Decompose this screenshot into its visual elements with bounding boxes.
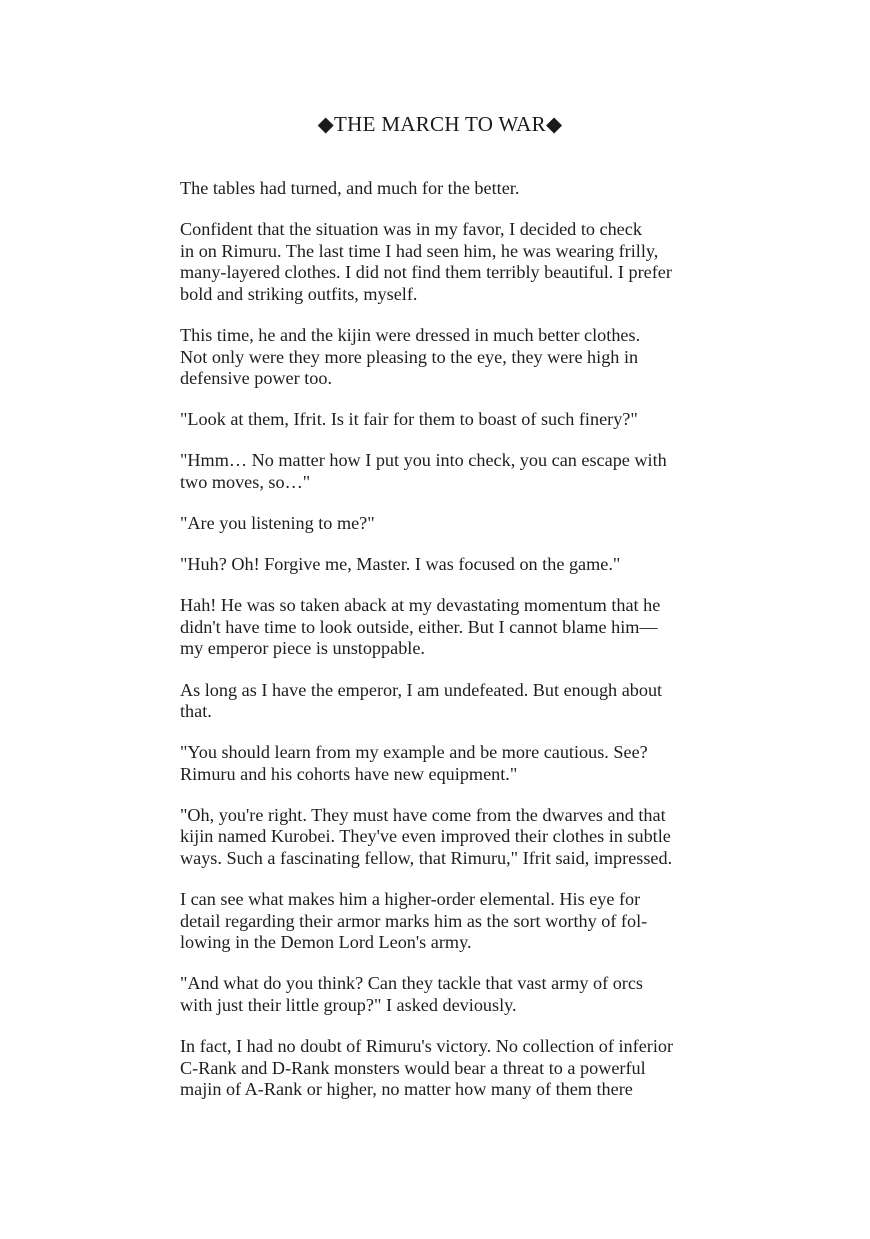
paragraph: As long as I have the emperor, I am undefeated. But enough about that.	[180, 679, 663, 722]
paragraph: "Hmm… No matter how I put you into check, you can escape with two moves, so…"	[180, 450, 667, 492]
chapter-title: ◆THE MARCH TO WAR◆	[317, 112, 563, 136]
paragraph: In fact, I had no doubt of Rimuru's victory. No collection of inferior C-Rank and D-Rank monsters would bear a threat to a powerful majin of A-Rank or higher, no matter how many of them there	[180, 1036, 674, 1100]
paragraph: "You should learn from my example and be more cautious. See? Rimuru and his cohorts have new equipment."	[180, 742, 648, 784]
paragraph: Confident that the situation was in my favor, I decided to check in on Rimuru. The last time I had seen him, he was wearing frilly, many-layered clothes. I did not find them terribly beautiful. I prefer bold and striking outfits, myself.	[180, 219, 672, 304]
paragraph: "Huh? Oh! Forgive me, Master. I was focused on the game."	[180, 554, 621, 575]
paragraph: "Are you listening to me?"	[180, 513, 375, 534]
paragraph: Hah! He was so taken aback at my devastating momentum that he didn't have time to look outside, either. But I cannot blame him— my emperor piece is unstoppable.	[180, 595, 661, 659]
body-text	[180, 178, 710, 1120]
paragraph: "Oh, you're right. They must have come from the dwarves and that kijin named Kurobei. They've even improved their clothes in subtle ways. Such a fascinating fellow, that Rimuru," Ifrit said, impressed.	[180, 804, 673, 869]
paragraph: "Look at them, Ifrit. Is it fair for them to boast of such finery?"	[180, 409, 638, 430]
paragraph: The tables had turned, and much for the better.	[180, 178, 520, 198]
paragraph: "And what do you think? Can they tackle that vast army of orcs with just their little group?" I asked deviously.	[180, 973, 644, 1016]
paragraph: I can see what makes him a higher-order elemental. His eye for detail regarding their armor marks him as the sort worthy of fol- lowing in the Demon Lord Leon's army.	[180, 889, 648, 953]
paragraph: This time, he and the kijin were dressed in much better clothes. Not only were they more pleasing to the eye, they were high in defensive power too.	[180, 324, 641, 389]
